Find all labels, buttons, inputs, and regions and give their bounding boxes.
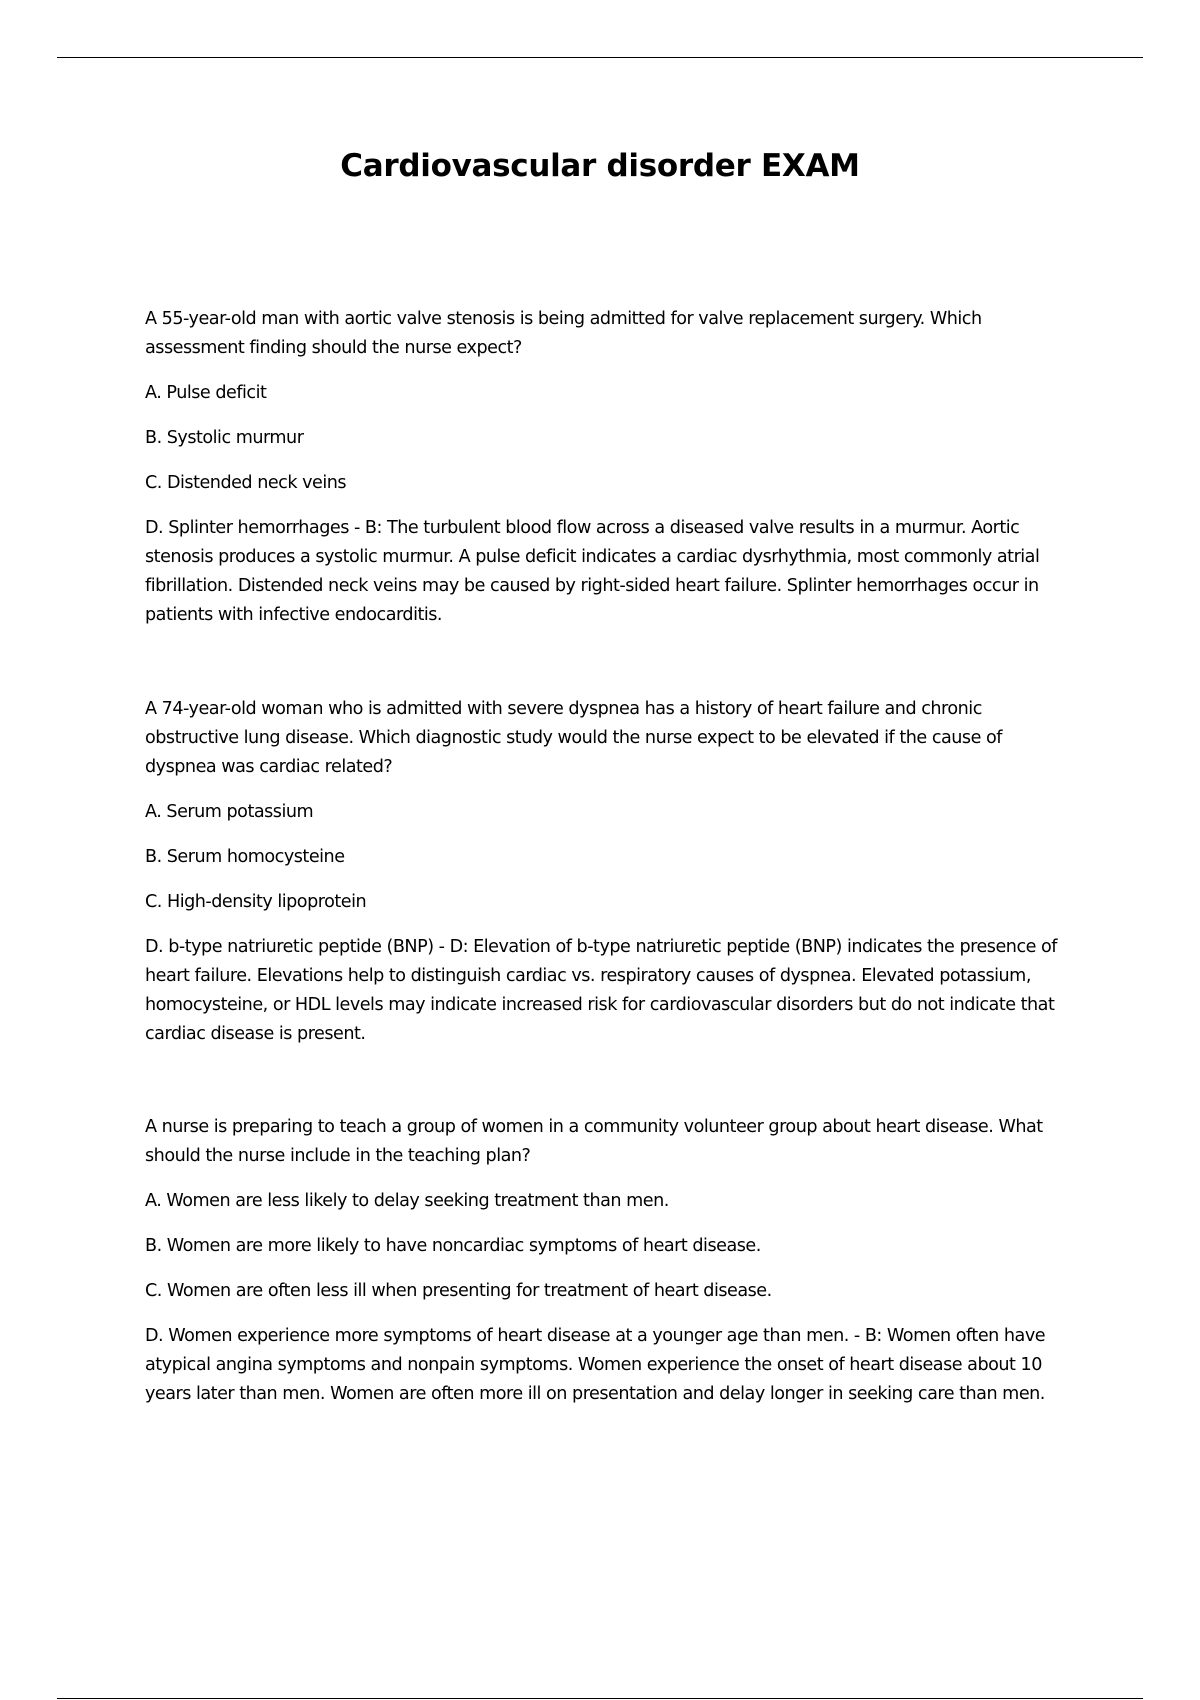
answer-option-a: A. Serum potassium — [145, 802, 314, 822]
answer-option-a: A. Pulse deficit — [145, 383, 267, 403]
answer-option-c: C. High-density lipoprotein — [145, 892, 367, 912]
question-stem: A 55-year-old man with aortic valve stenosis is being admitted for valve replacement surgery. Which assessment finding should the nurse expect? — [145, 309, 982, 358]
answer-option-d-rationale: D. Women experience more symptoms of heart disease at a younger age than men. - B: Women often have atypical angina symptoms and nonpain symptoms. Women experience the onset of heart disease about 10 years later than men. Women are often more ill on presentation and delay longer in seeking care than men. — [145, 1326, 1046, 1404]
footer-rule — [57, 1698, 1143, 1699]
document-title: Cardiovascular disorder EXAM — [340, 148, 860, 184]
question-3 — [145, 1113, 1075, 1425]
answer-option-a: A. Women are less likely to delay seeking treatment than men. — [145, 1191, 669, 1211]
header-rule — [57, 57, 1143, 58]
question-stem: A 74-year-old woman who is admitted with severe dyspnea has a history of heart failure and chronic obstructive lung disease. Which diagnostic study would the nurse expect to be elevated if the cause of dyspnea was cardiac related? — [145, 699, 1002, 777]
question-2 — [145, 695, 1075, 1065]
answer-option-d-rationale: D. b-type natriuretic peptide (BNP) - D: Elevation of b-type natriuretic peptide (BNP) indicates the presence of heart failure. Elevations help to distinguish cardiac vs. respiratory causes of dyspnea. Elevated potassium, homocysteine, or HDL levels may indicate increased risk for cardiovascular disorders but do not indicate that cardiac disease is present. — [145, 937, 1057, 1044]
answer-option-b: B. Systolic murmur — [145, 428, 304, 448]
answer-option-b: B. Women are more likely to have noncardiac symptoms of heart disease. — [145, 1236, 761, 1256]
answer-option-d-rationale: D. Splinter hemorrhages - B: The turbulent blood flow across a diseased valve results in a murmur. Aortic stenosis produces a systolic murmur. A pulse deficit indicates a cardiac dysrhythmia, most commonly atrial fibrillation. Distended neck veins may be caused by right-sided heart failure. Splinter hemorrhages occur in patients with infective endocarditis. — [145, 518, 1040, 625]
question-1 — [145, 305, 1075, 646]
question-stem: A nurse is preparing to teach a group of women in a community volunteer group about heart disease. What should the nurse include in the teaching plan? — [145, 1117, 1043, 1166]
answer-option-c: C. Distended neck veins — [145, 473, 347, 493]
answer-option-c: C. Women are often less ill when presenting for treatment of heart disease. — [145, 1281, 772, 1301]
answer-option-b: B. Serum homocysteine — [145, 847, 345, 867]
